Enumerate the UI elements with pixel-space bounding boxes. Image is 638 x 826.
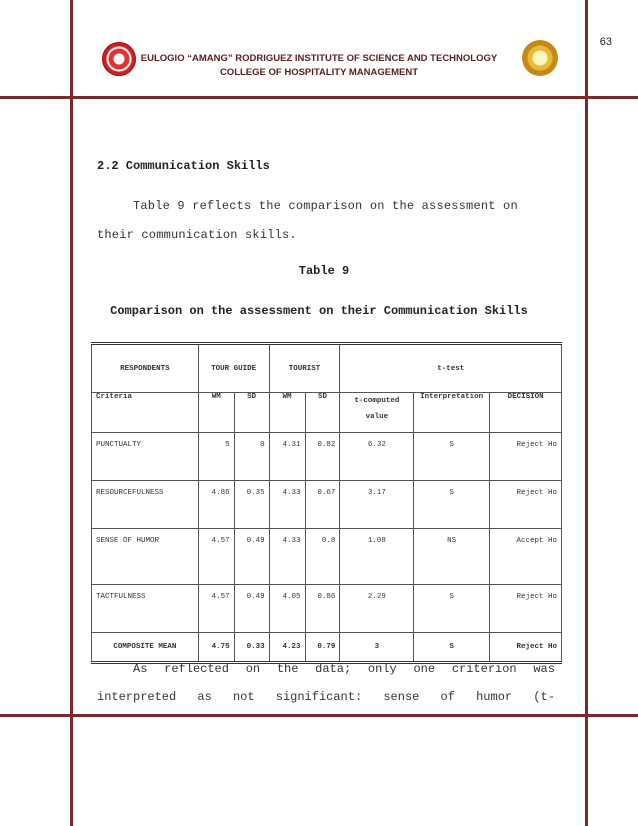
header-t-computed: t-computed value xyxy=(340,393,414,433)
cell-sd-tour-guide: 0.49 xyxy=(234,585,269,633)
cell-sd-tour-guide: 0.35 xyxy=(234,481,269,529)
header-tourist: TOURIST xyxy=(269,344,340,393)
word: (t- xyxy=(533,690,555,704)
cell-sd-tourist: 0.86 xyxy=(305,585,340,633)
cell-criteria: COMPOSITE MEAN xyxy=(92,633,199,663)
discussion-paragraph-line-1 xyxy=(97,662,555,676)
header-wm-tourist: WM xyxy=(269,393,305,433)
word: reflected xyxy=(164,662,229,676)
intro-paragraph-line-2: their communication skills. xyxy=(97,228,297,242)
cell-criteria: PUNCTUALTY xyxy=(92,433,199,481)
cell-decision: Accept Ho xyxy=(490,529,562,585)
cell-wm-tourist: 4.33 xyxy=(269,481,305,529)
cell-t-computed: 1.08 xyxy=(340,529,414,585)
cell-sd-tourist: 0.79 xyxy=(305,633,340,663)
composite-mean-row xyxy=(92,633,562,663)
cell-wm-tour-guide: 4.86 xyxy=(198,481,234,529)
cell-sd-tour-guide: 0.49 xyxy=(234,529,269,585)
word: one xyxy=(413,662,436,676)
cell-interpretation: NS xyxy=(414,529,490,585)
table-group-header-row xyxy=(92,344,562,393)
word: only xyxy=(367,662,397,676)
footer-divider-line xyxy=(0,714,638,717)
cell-criteria: TACTFULNESS xyxy=(92,585,199,633)
word: sense xyxy=(383,690,420,704)
cell-t-computed: 3 xyxy=(340,633,414,663)
cell-decision: Reject Ho xyxy=(490,633,562,663)
header-sd-tourist: SD xyxy=(305,393,340,433)
left-border-line xyxy=(70,0,73,826)
word: significant: xyxy=(275,690,363,704)
cell-t-computed: 6.32 xyxy=(340,433,414,481)
word: of xyxy=(440,690,455,704)
header-wm-tour-guide: WM xyxy=(198,393,234,433)
header-criteria: Criteria xyxy=(92,393,199,433)
cell-sd-tourist: 0.67 xyxy=(305,481,340,529)
header-t-test: t-test xyxy=(340,344,562,393)
word: data; xyxy=(315,662,352,676)
table-caption: Comparison on the assessment on their Communication Skills xyxy=(110,304,528,318)
cell-interpretation: S xyxy=(414,633,490,663)
table-row xyxy=(92,433,562,481)
word: As xyxy=(133,662,148,676)
table-row xyxy=(92,529,562,585)
table-row xyxy=(92,481,562,529)
cell-wm-tour-guide: 4.57 xyxy=(198,529,234,585)
cell-wm-tour-guide: 5 xyxy=(198,433,234,481)
cell-t-computed: 3.17 xyxy=(340,481,414,529)
cell-wm-tourist: 4.23 xyxy=(269,633,305,663)
header-interpretation: Interpretation xyxy=(414,393,490,433)
header-respondents: RESPONDENTS xyxy=(92,344,199,393)
college-name: COLLEGE OF HOSPITALITY MANAGEMENT xyxy=(219,67,419,78)
cell-decision: Reject Ho xyxy=(490,433,562,481)
cell-wm-tourist: 4.05 xyxy=(269,585,305,633)
intro-paragraph-line-1: Table 9 reflects the comparison on the assessment on xyxy=(133,199,518,213)
header-divider-line xyxy=(0,96,638,99)
discussion-paragraph-line-2 xyxy=(97,690,555,704)
cell-sd-tourist: 0.8 xyxy=(305,529,340,585)
cell-decision: Reject Ho xyxy=(490,481,562,529)
word: the xyxy=(276,662,299,676)
word: was xyxy=(533,662,555,676)
cell-wm-tourist: 4.31 xyxy=(269,433,305,481)
cell-interpretation: S xyxy=(414,433,490,481)
cell-decision: Reject Ho xyxy=(490,585,562,633)
cell-interpretation: S xyxy=(414,481,490,529)
cell-wm-tourist: 4.33 xyxy=(269,529,305,585)
word: not xyxy=(232,690,255,704)
header-tour-guide: TOUR GUIDE xyxy=(198,344,269,393)
cell-t-computed: 2.29 xyxy=(340,585,414,633)
header-decision: DECISION xyxy=(490,393,562,433)
table-row xyxy=(92,585,562,633)
cell-interpretation: S xyxy=(414,585,490,633)
cell-criteria: SENSE OF HUMOR xyxy=(92,529,199,585)
cell-criteria: RESOURCEFULNESS xyxy=(92,481,199,529)
cell-sd-tourist: 0.82 xyxy=(305,433,340,481)
word: humor xyxy=(476,690,513,704)
cell-sd-tour-guide: 0.33 xyxy=(234,633,269,663)
word: on xyxy=(245,662,261,676)
cell-sd-tour-guide: 0 xyxy=(234,433,269,481)
word: interpreted xyxy=(97,690,177,704)
cell-wm-tour-guide: 4.75 xyxy=(198,633,234,663)
page-number: 63 xyxy=(599,36,612,48)
cell-wm-tour-guide: 4.57 xyxy=(198,585,234,633)
section-title: 2.2 Communication Skills xyxy=(97,159,270,173)
comparison-table xyxy=(91,342,562,664)
header-sd-tour-guide: SD xyxy=(234,393,269,433)
table-sub-header-row xyxy=(92,393,562,433)
word: criterion xyxy=(451,662,517,676)
right-border-line xyxy=(585,0,588,826)
word: as xyxy=(197,690,212,704)
table-number: Table 9 xyxy=(298,264,350,278)
institution-name: EULOGIO “AMANG” RODRIGUEZ INSTITUTE OF SCIENCE AND TECHNOLOGY xyxy=(140,53,498,64)
